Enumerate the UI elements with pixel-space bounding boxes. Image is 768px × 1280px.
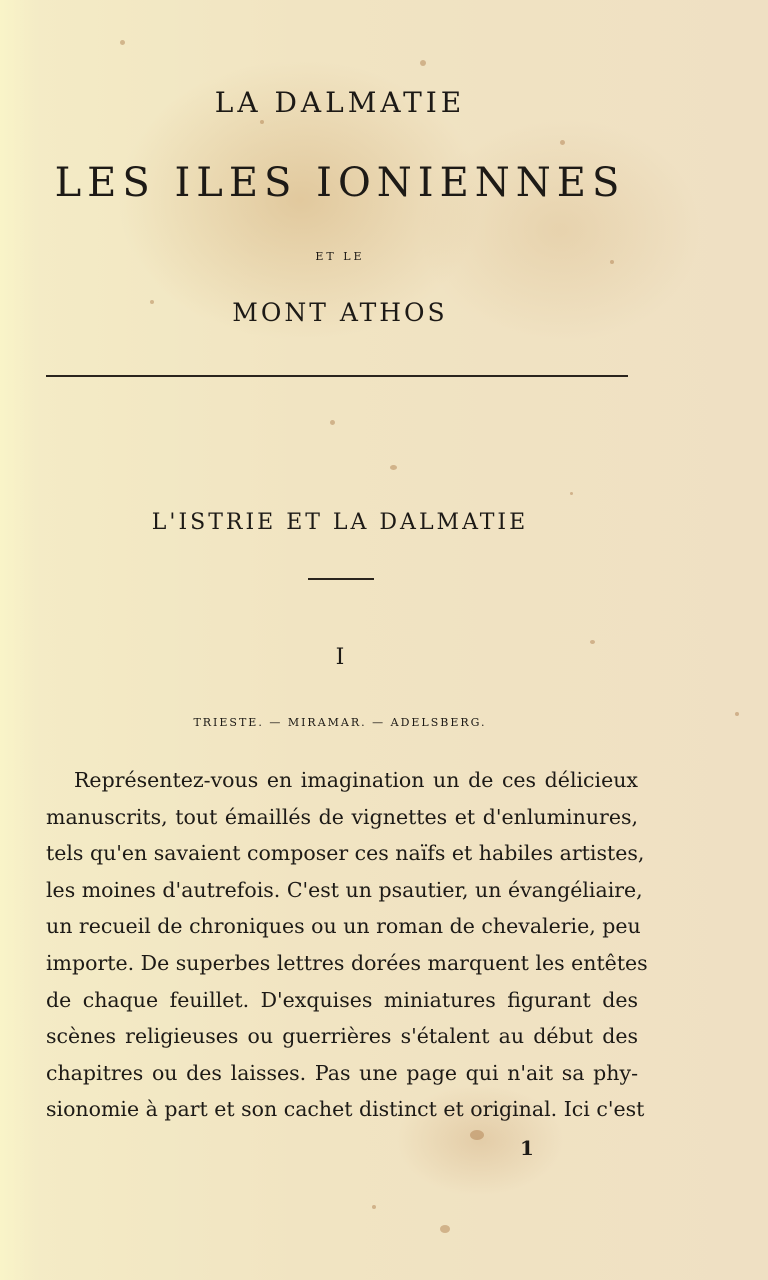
section-subtitle: TRIESTE. — MIRAMAR. — ADELSBERG.: [193, 716, 487, 729]
foxing-speck: [440, 1225, 450, 1233]
title-line-3: ET LE: [315, 250, 365, 263]
foxing-speck: [372, 1205, 376, 1209]
body-line: importe. De superbes lettres dorées marquent les entêtes: [46, 950, 648, 975]
chapter-title: L'ISTRIE ET LA DALMATIE: [151, 510, 529, 535]
body-line: Représentez-vous en imagination un de ces délicieux: [74, 768, 638, 792]
foxing-speck: [570, 492, 573, 495]
foxing-speck: [330, 420, 335, 425]
body-line: manuscrits, tout émaillés de vignettes et d'enluminures,: [46, 804, 638, 829]
body-line: chapitres ou des laisses. Pas une page qui n'ait sa phy-: [46, 1060, 638, 1085]
body-paragraph: [46, 762, 648, 1128]
chapter-divider: [308, 578, 374, 580]
title-line-1: LA DALMATIE: [214, 86, 466, 119]
body-line: scènes religieuses ou guerrières s'étalent au début des: [46, 1024, 638, 1049]
foxing-speck: [390, 465, 397, 470]
foxing-speck: [260, 120, 264, 124]
body-line: tels qu'en savaient composer ces naïfs et habiles artistes,: [46, 841, 645, 866]
title-line-2: LES ILES IONIENNES: [54, 160, 626, 206]
section-number: I: [335, 645, 345, 670]
body-line: de chaque feuillet. D'exquises miniatures figurant des: [46, 987, 638, 1012]
foxing-speck: [420, 60, 426, 66]
body-line: un recueil de chroniques ou un roman de chevalerie, peu: [46, 914, 641, 939]
foxing-speck: [470, 1130, 484, 1140]
body-line: sionomie à part et son cachet distinct et original. Ici c'est: [46, 1097, 645, 1122]
title-line-4: MONT ATHOS: [232, 298, 448, 327]
foxing-speck: [590, 640, 595, 644]
foxing-speck: [120, 40, 125, 45]
foxing-speck: [560, 140, 565, 145]
foxing-speck: [735, 712, 739, 716]
body-line: les moines d'autrefois. C'est un psautier, un évangéliaire,: [46, 877, 643, 902]
title-divider: [46, 375, 628, 377]
page-number: 1: [520, 1136, 534, 1160]
